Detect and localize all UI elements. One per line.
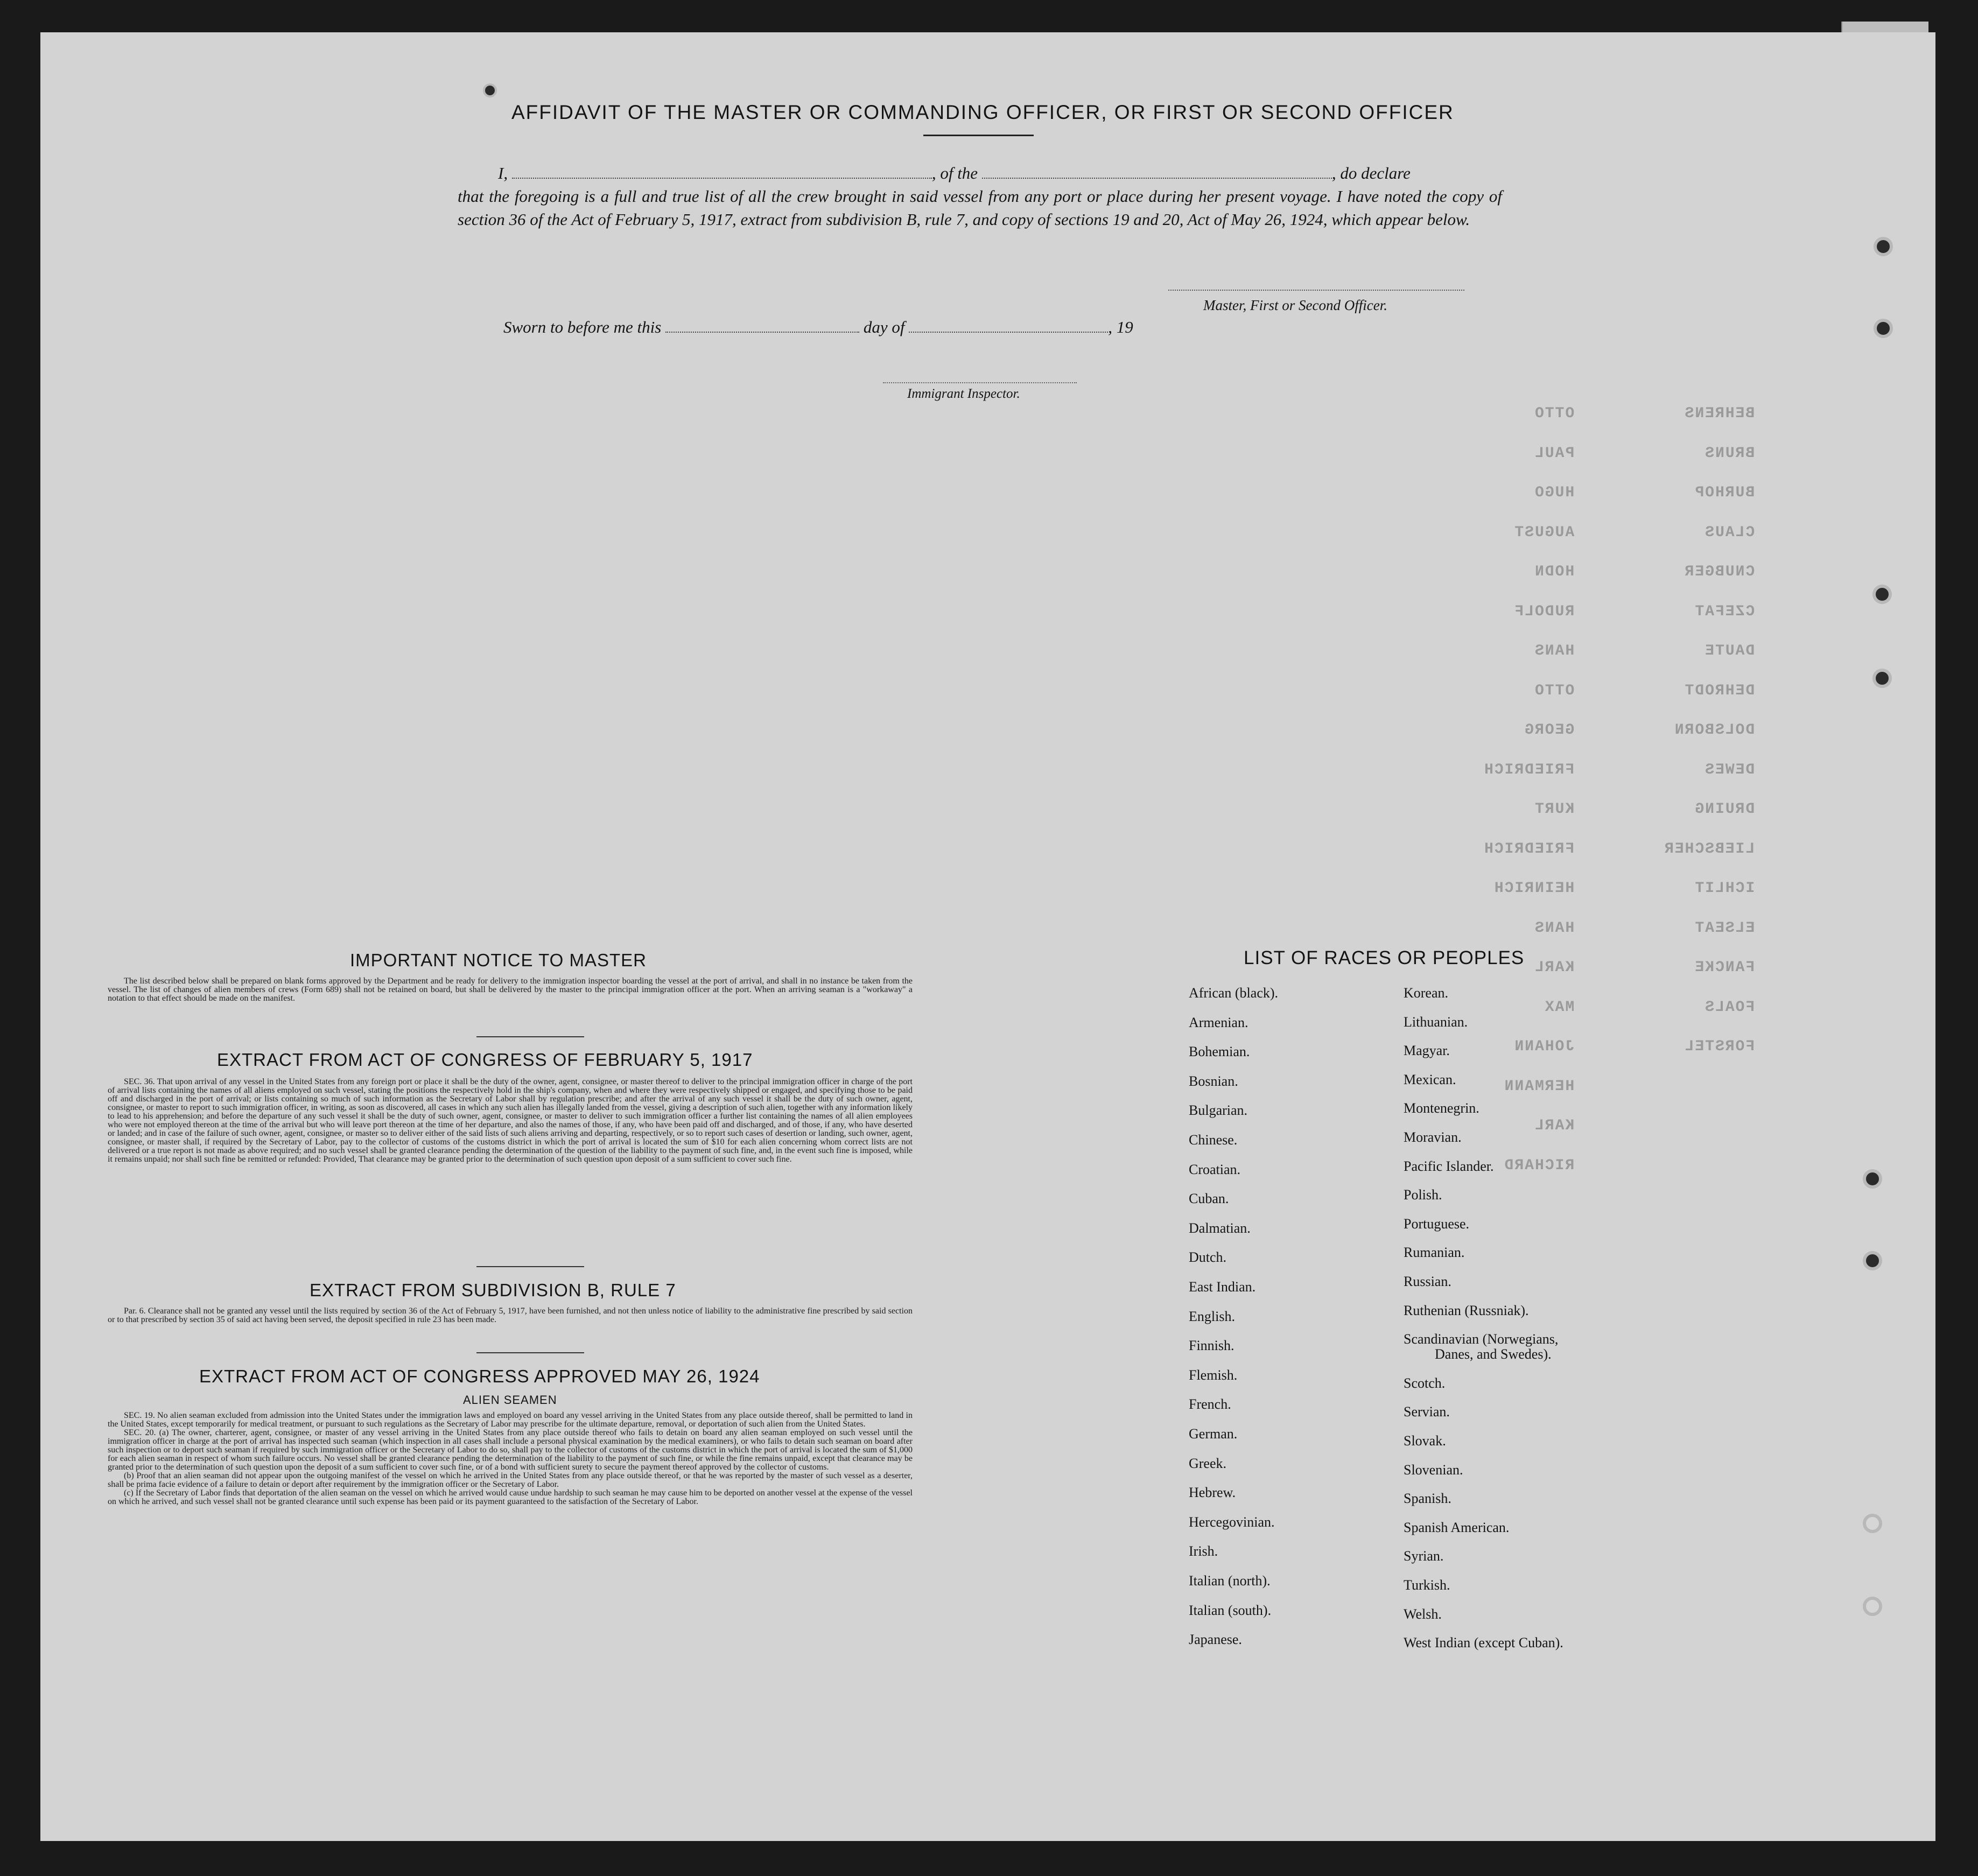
- notice-title: IMPORTANT NOTICE TO MASTER: [350, 950, 647, 970]
- extract-1917-text: SEC. 36. That upon arrival of any vessel in the United States from any foreign port or place it shall be the duty of the owner, agent, consignee, or master thereof to deliver to the principal immigration officer in charge of the port of arrival lists containing the names of all aliens employed on such vessel, stating the positions the respectively hold in the ship's company, when and where they were respectively shipped or engaged, and specifying those to be paid off and discharged in the port of arrival; or lists containing so much of such information as the Secretary of Labor shall by regulation prescribe; and after the arrival of any such vessel it shall be the duty of such owner, agent, consignee, or master to report to such immigration officer, in writing, as soon as discovered, all cases in which any such alien has illegally landed from the vessel, giving a description of such alien, together with any information likely to lead to his apprehension; and before the departure of any such vessel it shall be the duty of such owner, agent, consignee, or master to deliver to such immigration officer a further list containing the names of all alien employees who were not employed thereon at the time of the arrival but who will leave port thereon at the time of her departure, and also the names of those, if any, who have been paid off and discharged, and of those, if any, who have deserted or landed; and in case of the failure of such owner, agent, consignee, or master so to deliver either of the said lists of such aliens arriving and departing, respectively, or so to report such cases of desertion or landing, such owner, agent, consignee, or master shall, if required by the Secretary of Labor, pay to the collector of customs of the customs district in which the port of arrival is located the sum of $10 for each alien concerning whom correct lists are not delivered or a true report is not made as above required; and no such vessel shall be granted clearance pending the determination of the question of the liability to the payment of such fine, and, in the event such fine is imposed, while it remains unpaid; nor shall such fine be remitted or refunded: Provided, That clearance may be granted prior to the determination of such question upon deposit of a sum sufficient to cover such fine.: [108, 1077, 913, 1164]
- race-item: Finnish.: [1189, 1338, 1235, 1354]
- race-item: Armenian.: [1189, 1014, 1248, 1030]
- bleed-through-name: FOALS: [1704, 999, 1755, 1016]
- race-item: Italian (south).: [1189, 1602, 1272, 1618]
- bleed-through-name: RICHARD: [1503, 1157, 1575, 1174]
- binder-hole: [1872, 585, 1892, 604]
- race-item: Flemish.: [1189, 1367, 1238, 1383]
- binder-hole: [483, 83, 497, 97]
- race-item: French.: [1189, 1396, 1231, 1413]
- race-item: West Indian (except Cuban).: [1404, 1635, 1563, 1651]
- bleed-through-name: FRIEDRICH: [1483, 840, 1575, 858]
- bleed-through-name: CLAUS: [1704, 524, 1755, 541]
- bleed-through-name: BRUNS: [1704, 445, 1755, 462]
- bleed-through-name: KURT: [1534, 801, 1575, 818]
- race-item: Servian.: [1404, 1404, 1450, 1420]
- bleed-through-given-names: [1483, 394, 1574, 1185]
- declaration-block: [458, 161, 1502, 231]
- vessel-blank: [982, 165, 1332, 179]
- race-item: Rumanian.: [1404, 1245, 1465, 1261]
- binder-hole: [1863, 1169, 1882, 1189]
- bleed-through-name: AUGUST: [1513, 524, 1575, 541]
- race-item: Magyar.: [1404, 1043, 1450, 1059]
- race-item: Bosnian.: [1189, 1073, 1238, 1089]
- sworn-day-of: day of: [863, 318, 905, 336]
- bleed-through-name: BEHRENS: [1684, 405, 1755, 422]
- race-item: Syrian.: [1404, 1548, 1444, 1564]
- race-item: Portuguese.: [1404, 1215, 1470, 1232]
- binder-hole: [1863, 1251, 1882, 1270]
- signature-line: [1168, 290, 1464, 291]
- bleed-through-name: HODN: [1534, 564, 1575, 580]
- race-item: Spanish American.: [1404, 1519, 1510, 1535]
- bleed-through-name: KARL: [1534, 959, 1575, 976]
- sworn-year: , 19: [1108, 318, 1133, 336]
- bleed-through-name: OTTO: [1534, 682, 1575, 699]
- race-item: Bulgarian.: [1189, 1102, 1248, 1119]
- bleed-through-surnames: [1664, 394, 1755, 1067]
- name-blank: [512, 165, 932, 179]
- bleed-through-name: JOHANN: [1513, 1038, 1575, 1055]
- extract-1924-text: SEC. 19. No alien seaman excluded from admission into the United States under the immigration laws and employed on board any vessel arriving in the United States from any place outside thereof, shall be permitted to land in the United States, except temporarily for medical treatment, or pursuant to such regulations as the Secretary of Labor may prescribe for the ultimate departure, removal, or deportation of such alien from the United States. SEC. 20. (a) The owner, charterer, agent, consignee, or master of any vessel arriving in the United States from any place outside thereof who fails to detain on board any alien seaman employed on such vessel until the immigration officer in charge at the port of arrival has inspected such seaman (which inspection in all cases shall include a personal physical examination by the medical examiners), or who fails to detain such seaman on board after such inspection or to deport such seaman if required by such immigration officer or the Secretary of Labor to do so, shall pay to the collector of customs of the customs district in which the port of arrival is located the sum of $1,000 for each alien seaman in respect of whom such failure occurs. No vessel shall be granted clearance pending the determination of the liability to the payment of such fine, or while the fine remains unpaid, except that clearance may be granted prior to the determination of such question upon the deposit of a sum sufficient to cover such fine, or of a bond with sufficient surety to secure the payment thereof approved by the collector of customs. (b) Proof that an alien seaman did not appear upon the outgoing manifest of the vessel on which he arrived in the United States from any place outside thereof, or that he was reported by the master of such vessel as a deserter, shall be prima facie evidence of a failure to detain or deport after requirement by the immigration officer or the Secretary of Labor. (c) If the Secretary of Labor finds that deportation of the alien seaman on the vessel on which he arrived would cause undue hardship to such seaman he may cause him to be deported on another vessel at the expense of the vessel on which he arrived, and such vessel shall not be granted clearance until such expense has been paid or its payment guaranteed to the satisfaction of the Secretary of Labor.: [108, 1411, 913, 1506]
- race-item: Irish.: [1189, 1543, 1218, 1559]
- bleed-through-name: RUDOLF: [1513, 603, 1575, 620]
- binder-hole: [1872, 669, 1892, 688]
- race-item: Slovak.: [1404, 1433, 1446, 1449]
- inspector-signature-line: [883, 382, 1077, 383]
- bleed-through-name: ICHLIT: [1694, 880, 1755, 897]
- binder-hole: [1874, 319, 1893, 338]
- race-item: Bohemian.: [1189, 1044, 1250, 1060]
- race-item: Croatian.: [1189, 1161, 1241, 1177]
- section-divider: [476, 1266, 584, 1267]
- bleed-through-name: DEWES: [1704, 761, 1755, 778]
- bleed-through-name: HERMANN: [1503, 1078, 1575, 1095]
- notice-text: The list described below shall be prepared on blank forms approved by the Department and be ready for delivery to the immigration inspector boarding the vessel at the port of arrival, and shall in no instance be taken from the vessel. The list of changes of alien members of crews (Form 689) shall not be retained on board, but shall be delivered by the master to the principal immigration officer at the port. When an arriving seaman is a "workaway" a notation to that effect should be made on the manifest.: [108, 976, 913, 1003]
- bleed-through-name: KARL: [1534, 1118, 1575, 1134]
- extract-rule7-title: EXTRACT FROM SUBDIVISION B, RULE 7: [310, 1280, 676, 1300]
- race-item: Mexican.: [1404, 1071, 1456, 1087]
- race-item: English.: [1189, 1308, 1235, 1324]
- affidavit-title: AFFIDAVIT OF THE MASTER OR COMMANDING OFFICER, OR FIRST OR SECOND OFFICER: [511, 101, 1454, 123]
- race-item: Chinese.: [1189, 1132, 1238, 1148]
- bleed-through-name: DEHRODT: [1684, 682, 1755, 699]
- race-item: Scandinavian (Norwegians,: [1404, 1331, 1559, 1347]
- bleed-through-name: PAUL: [1534, 445, 1575, 462]
- section-divider: [476, 1036, 584, 1037]
- race-item: Moravian.: [1404, 1129, 1462, 1145]
- do-declare-label: , do declare: [1331, 164, 1411, 182]
- race-item: Japanese.: [1189, 1632, 1242, 1648]
- binder-hole: [1874, 237, 1893, 256]
- race-item: Russian.: [1404, 1274, 1451, 1289]
- bleed-through-name: GEORG: [1524, 722, 1575, 739]
- race-item: African (black).: [1189, 985, 1279, 1001]
- race-item: Welsh.: [1404, 1606, 1442, 1622]
- bleed-through-name: FANCKE: [1694, 959, 1755, 976]
- bleed-through-name: MAX: [1544, 999, 1575, 1016]
- bleed-through-name: BURHOP: [1694, 484, 1755, 501]
- bleed-through-name: FRIEDRICH: [1483, 761, 1575, 778]
- bleed-through-name: HEINRICH: [1493, 880, 1575, 897]
- bleed-through-name: DAUTE: [1704, 643, 1755, 659]
- bleed-through-name: LIEBSCHER: [1664, 840, 1755, 858]
- race-item: Hebrew.: [1189, 1485, 1236, 1501]
- race-item: Scotch.: [1404, 1375, 1446, 1391]
- bleed-through-name: CNUBGER: [1684, 564, 1755, 580]
- binder-hole: [1863, 1514, 1882, 1533]
- month-blank: [909, 319, 1108, 333]
- bleed-through-name: ELSEAT: [1694, 919, 1755, 937]
- binder-hole: [1863, 1597, 1882, 1616]
- race-item: Hercegovinian.: [1189, 1514, 1275, 1530]
- section-divider: [476, 1352, 584, 1353]
- bleed-through-name: HANS: [1534, 919, 1575, 937]
- bleed-through-name: CZEFAT: [1694, 603, 1755, 620]
- race-item: Montenegrin.: [1404, 1100, 1479, 1116]
- document-page: [40, 32, 1935, 1841]
- alien-seamen-subtitle: ALIEN SEAMEN: [463, 1393, 557, 1407]
- race-item: Spanish.: [1404, 1491, 1451, 1507]
- race-item: German.: [1189, 1426, 1238, 1442]
- bleed-through-name: HUGO: [1534, 484, 1575, 501]
- race-item: Italian (north).: [1189, 1573, 1271, 1589]
- race-item: Lithuanian.: [1404, 1014, 1468, 1030]
- race-item: Korean.: [1404, 985, 1449, 1001]
- race-item: Cuban.: [1189, 1191, 1229, 1207]
- inspector-label: Immigrant Inspector.: [907, 387, 1020, 401]
- race-item: Ruthenian (Russniak).: [1404, 1302, 1529, 1318]
- race-item: Slovenian.: [1404, 1462, 1463, 1478]
- race-item: Danes, and Swedes).: [1435, 1346, 1552, 1362]
- extract-rule7-text: Par. 6. Clearance shall not be granted any vessel until the lists required by section 36 of the Act of February 5, 1917, have been furnished, and not then unless notice of liability to the administrative fine prescribed by said section or to that prescribed by section 35 of said act having been served, the deposit specified in rule 23 has been made.: [108, 1306, 913, 1324]
- race-item: Polish.: [1404, 1187, 1442, 1203]
- day-blank: [665, 319, 859, 333]
- signature-label: Master, First or Second Officer.: [1203, 297, 1387, 313]
- of-the-label: , of the: [931, 164, 978, 182]
- bleed-through-name: DOLSBORN: [1673, 722, 1755, 739]
- extract-1917-title: EXTRACT FROM ACT OF CONGRESS OF FEBRUARY 5, 1917: [217, 1050, 753, 1070]
- bleed-through-name: DRUING: [1694, 801, 1755, 818]
- race-item: Pacific Islander.: [1404, 1158, 1494, 1174]
- bleed-through-name: FORSTEL: [1684, 1038, 1755, 1055]
- i-label: I,: [498, 164, 508, 182]
- title-underline: [923, 135, 1034, 136]
- race-item: Dutch.: [1189, 1249, 1227, 1266]
- declaration-text: that the foregoing is a full and true list of all the crew brought in said vessel from any port or place during her present voyage. I have noted the copy of section 36 of the Act of February 5, 1917, extract from subdivision B, rule 7, and copy of sections 19 and 20, Act of May 26, 1924, which appear below.: [458, 187, 1502, 229]
- extract-1924-title: EXTRACT FROM ACT OF CONGRESS APPROVED MAY 26, 1924: [199, 1366, 760, 1386]
- race-item: East Indian.: [1189, 1279, 1256, 1295]
- race-item: Turkish.: [1404, 1577, 1450, 1593]
- race-item: Dalmatian.: [1189, 1220, 1251, 1236]
- races-title: LIST OF RACES OR PEOPLES: [1244, 947, 1525, 968]
- bleed-through-name: OTTO: [1534, 405, 1575, 422]
- bleed-through-name: HANS: [1534, 643, 1575, 659]
- sworn-prefix: Sworn to before me this: [503, 318, 662, 336]
- sworn-line: [503, 318, 1133, 337]
- race-item: Greek.: [1189, 1455, 1227, 1471]
